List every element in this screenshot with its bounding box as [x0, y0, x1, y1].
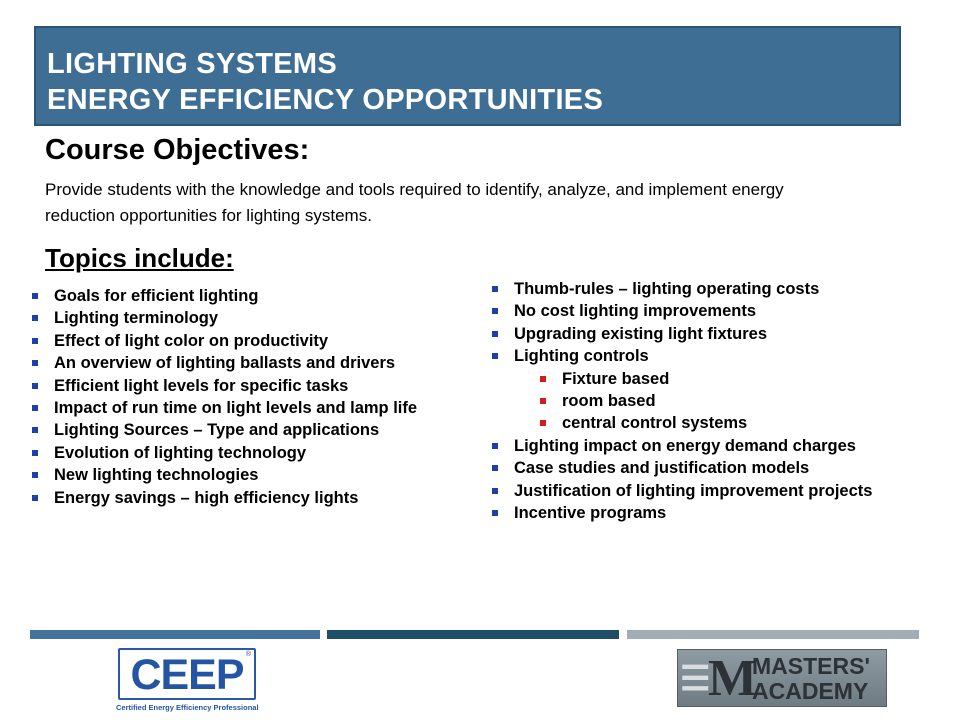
- topics-list-right: [490, 278, 872, 524]
- square-bullet-icon: [492, 286, 498, 292]
- topic-label: Fixture based: [562, 369, 670, 388]
- ceep-logo-box: [118, 648, 256, 700]
- topic-label: Lighting Sources – Type and applications: [54, 421, 380, 440]
- footer-bar-center: [327, 630, 619, 639]
- topic-item: [30, 285, 417, 307]
- topic-label: New lighting technologies: [54, 466, 259, 485]
- topic-label: Lighting impact on energy demand charges: [514, 436, 856, 455]
- sub-topic-item: [490, 412, 872, 434]
- square-bullet-icon: [492, 488, 498, 494]
- square-bullet-icon: [492, 308, 498, 314]
- topic-label: central control systems: [562, 414, 748, 433]
- square-bullet-icon: [32, 495, 38, 501]
- topic-item: [30, 375, 417, 397]
- topic-label: Evolution of lighting technology: [54, 443, 307, 462]
- topic-label: An overview of lighting ballasts and drivers: [54, 354, 396, 373]
- topic-item: [490, 278, 872, 300]
- topic-label: Justification of lighting improvement projects: [514, 481, 873, 500]
- topic-item: [490, 435, 872, 457]
- square-bullet-icon: [492, 331, 498, 337]
- topic-item: [490, 502, 872, 524]
- topic-label: Lighting terminology: [54, 309, 219, 328]
- square-bullet-icon: [540, 398, 546, 404]
- logo-big-m-icon: M: [708, 650, 758, 707]
- square-bullet-icon: [32, 383, 38, 389]
- sub-topic-item: [490, 390, 872, 412]
- topic-item: [30, 352, 417, 374]
- square-bullet-icon: [492, 443, 498, 449]
- topic-label: Efficient light levels for specific tasks: [54, 376, 349, 395]
- square-bullet-icon: [540, 420, 546, 426]
- square-bullet-icon: [32, 293, 38, 299]
- ceep-tagline: Certified Energy Efficiency Professional: [116, 703, 259, 712]
- masters-logo-line-1: MASTERS': [752, 653, 870, 679]
- masters-academy-logo: [677, 649, 887, 707]
- square-bullet-icon: [32, 427, 38, 433]
- topic-label: Impact of run time on light levels and lamp life: [54, 398, 418, 417]
- square-bullet-icon: [32, 405, 38, 411]
- square-bullet-icon: [492, 465, 498, 471]
- title-line-2: ENERGY EFFICIENCY OPPORTUNITIES: [47, 84, 604, 116]
- topic-item: [30, 487, 417, 509]
- topic-label: Incentive programs: [514, 503, 667, 522]
- ceep-logo: [116, 646, 258, 714]
- topic-label: Lighting controls: [514, 347, 649, 366]
- topic-item: [490, 323, 872, 345]
- topic-item: [490, 457, 872, 479]
- topics-list-left: [30, 285, 417, 509]
- topic-label: Effect of light color on productivity: [54, 331, 329, 350]
- topic-item: [30, 330, 417, 352]
- topic-item: [490, 345, 872, 367]
- objectives-body: Provide students with the knowledge and tools required to identify, analyze, and implement energy reduction opportunities for lighting systems.: [45, 180, 784, 225]
- square-bullet-icon: [32, 338, 38, 344]
- topics-heading: Topics include:: [45, 243, 234, 273]
- logo-stripes-icon: ☰: [680, 660, 711, 698]
- topic-item: [30, 464, 417, 486]
- objectives-heading: Course Objectives:: [45, 134, 310, 166]
- title-banner: [34, 26, 901, 126]
- topic-item: [490, 480, 872, 502]
- topic-item: [30, 307, 417, 329]
- topic-label: room based: [562, 391, 656, 410]
- topic-label: Thumb-rules – lighting operating costs: [514, 280, 820, 298]
- topic-item: [30, 397, 417, 419]
- topic-label: No cost lighting improvements: [514, 302, 757, 321]
- square-bullet-icon: [492, 510, 498, 516]
- topic-label: Goals for efficient lighting: [54, 287, 259, 305]
- ceep-logo-text: CEEP: [130, 651, 244, 699]
- square-bullet-icon: [492, 353, 498, 359]
- square-bullet-icon: [540, 376, 546, 382]
- masters-logo-line-2: ACADEMY: [752, 678, 869, 704]
- topic-item: [490, 300, 872, 322]
- title-line-1: LIGHTING SYSTEMS: [47, 48, 337, 80]
- footer-bar-right: [627, 630, 919, 639]
- topic-label: Energy savings – high efficiency lights: [54, 488, 359, 507]
- sub-topic-item: [490, 368, 872, 390]
- footer-bar-left: [30, 630, 320, 639]
- topic-label: Upgrading existing light fixtures: [514, 324, 768, 343]
- topic-item: [30, 442, 417, 464]
- square-bullet-icon: [32, 450, 38, 456]
- topic-item: [30, 419, 417, 441]
- square-bullet-icon: [32, 360, 38, 366]
- topic-label: Case studies and justification models: [514, 459, 810, 478]
- square-bullet-icon: [32, 315, 38, 321]
- registered-mark: ®: [245, 651, 251, 658]
- square-bullet-icon: [32, 472, 38, 478]
